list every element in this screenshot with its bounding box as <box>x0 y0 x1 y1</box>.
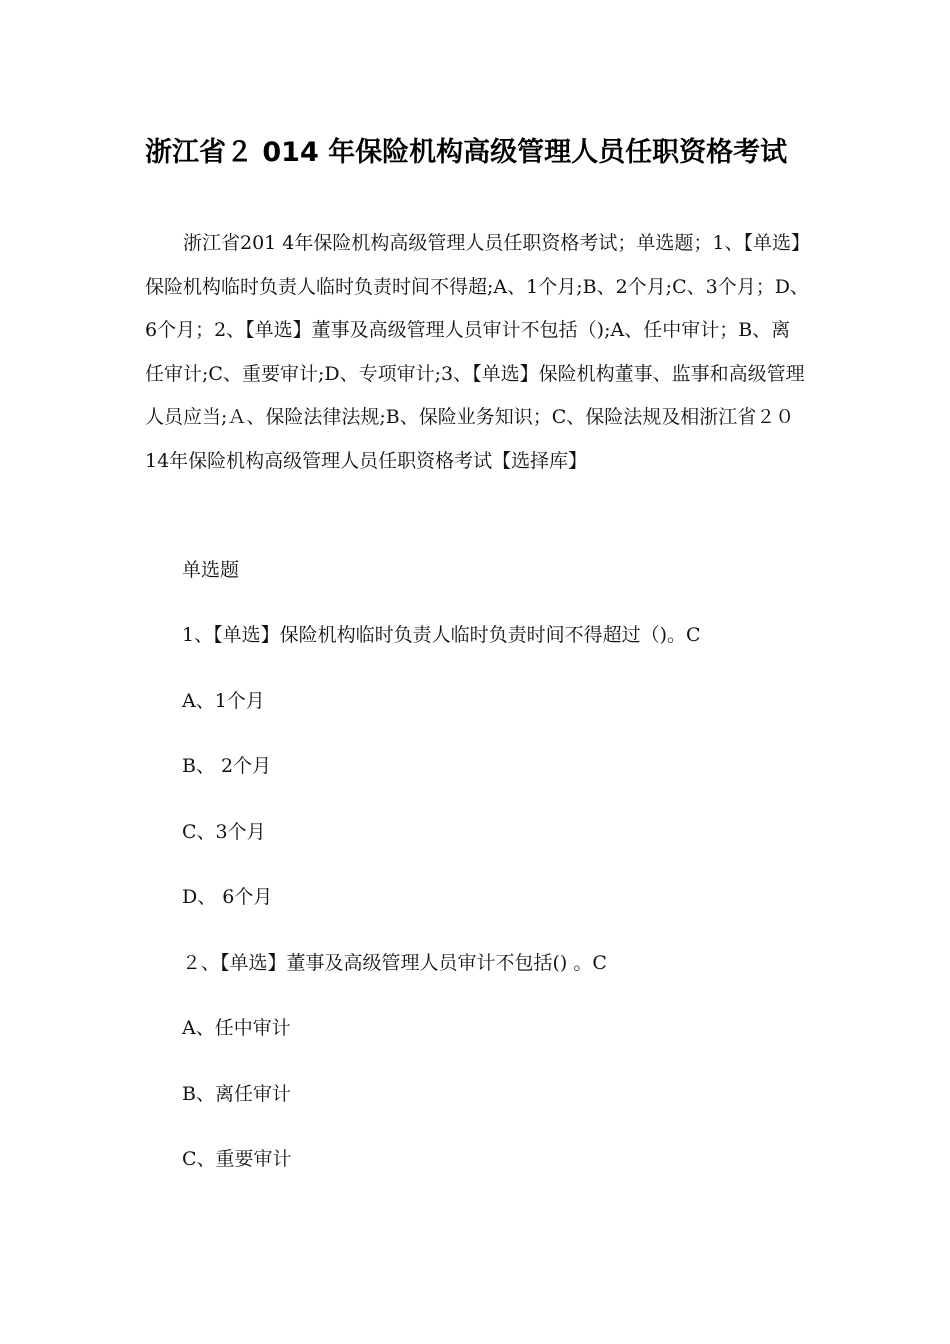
section-heading: 单选题 <box>182 559 240 581</box>
question-1-option-d: D、 6个月 <box>182 886 273 908</box>
question-2-option-a: A、任中审计 <box>182 1017 291 1039</box>
document-title: 浙江省２ 014 年保险机构高级管理人员任职资格考试 <box>145 137 788 168</box>
question-2-option-b: B、离任审计 <box>182 1083 291 1105</box>
question-1-stem: 1、【单选】保险机构临时负责人临时负责时间不得超过（)。C <box>182 624 701 646</box>
question-2-stem: ２、【单选】董事及高级管理人员审计不包括() 。C <box>182 952 607 974</box>
intro-paragraph: 浙江省201 4年保险机构高级管理人员任职资格考试；单选题；1、【单选】保险机构临时负责人临时负责时间不得超;A、1个月;B、2个月;C、3个月；D、6个月；2、【单选】董事及高级管理人员审计不包括（);A、任中审计；B、离任审计;C、重要审计;D、专项审计;3、【单选】保险机构董事、监事和高级管理人员应当;Ａ、保险法律法规;B、保险业务知识；C、保险法规及相浙江省２０ 14年保险机构高级管理人员任职资格考试【选择库】 <box>145 232 809 472</box>
question-2-option-c: C、重要审计 <box>182 1148 292 1170</box>
question-1-option-a: A、1个月 <box>182 690 265 712</box>
question-1-option-b: B、 2个月 <box>182 755 272 777</box>
question-1-option-c: C、3个月 <box>182 821 266 843</box>
